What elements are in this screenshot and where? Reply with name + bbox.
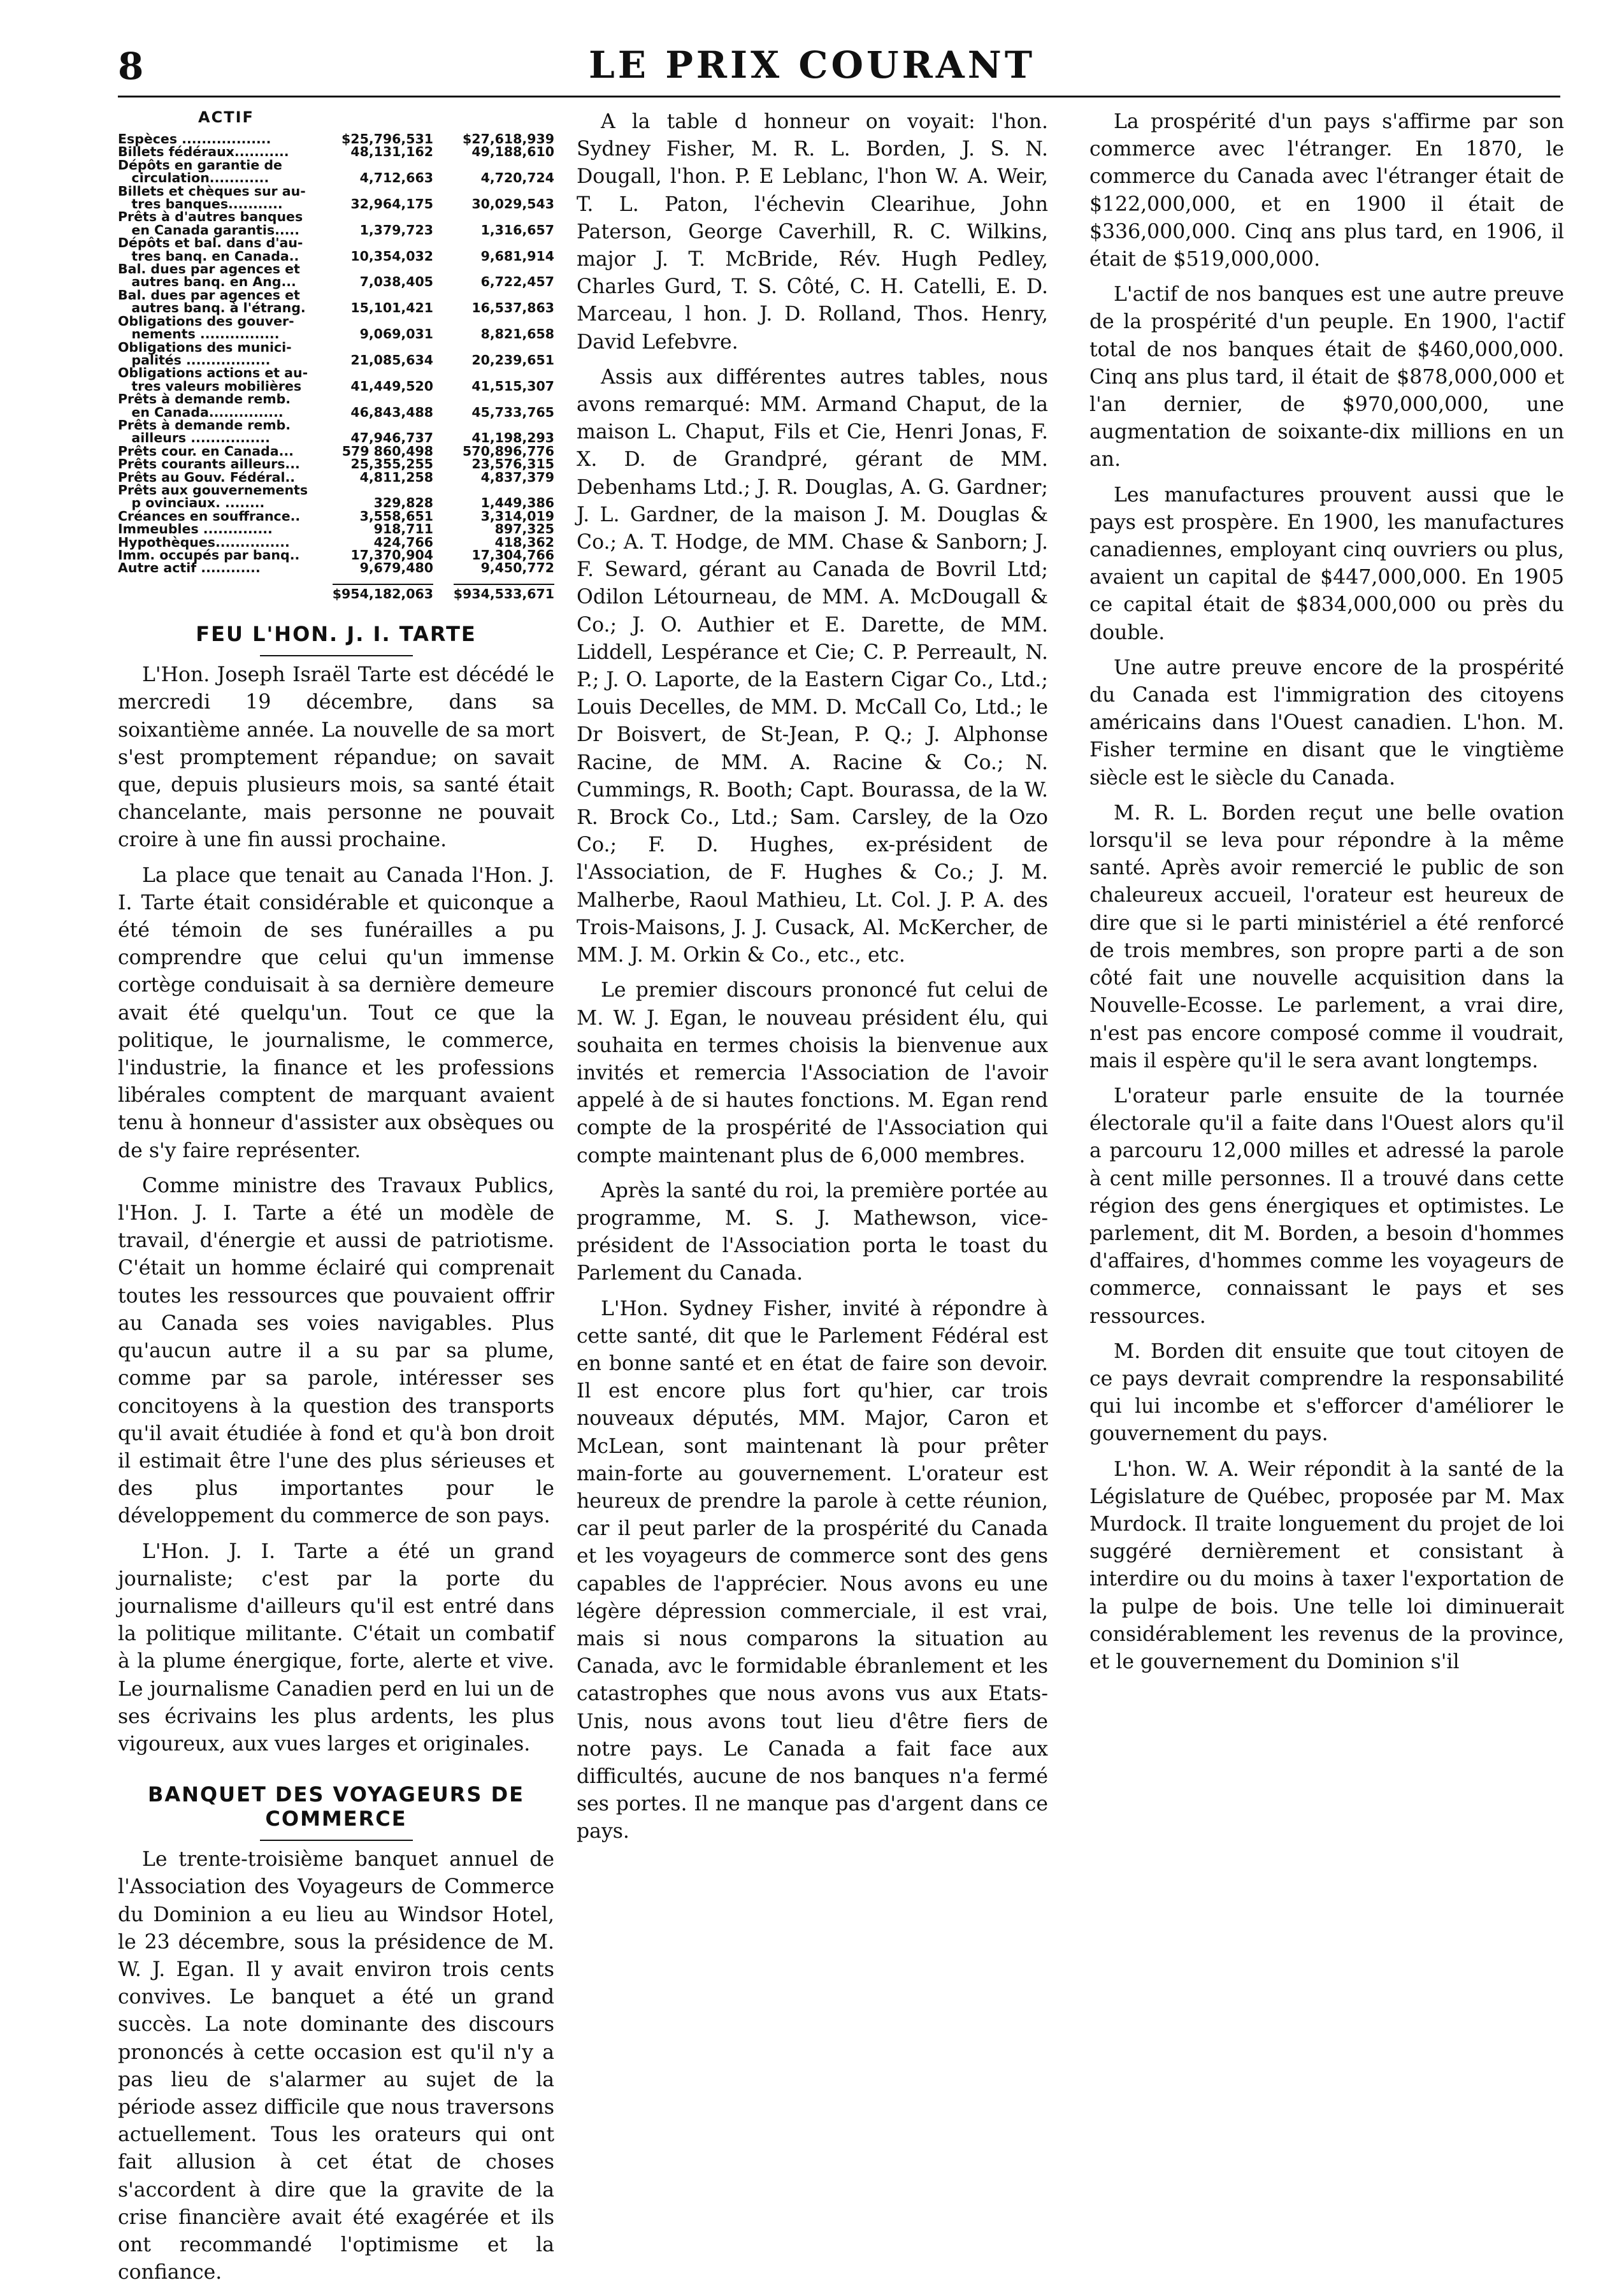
assets-row (118, 133, 554, 145)
banquet-section-title: BANQUET DES VOYAGEURS DE COMMERCE (147, 1782, 525, 1831)
section-rule (260, 655, 413, 656)
banquet-paragraph: M. R. L. Borden reçut une belle ovation lorsqu'il se leva pour répondre à la même santé. Après avoir remercié le public de son chaleureux accueil, l'orateur est heureux de dire que si le parti ministériel a été renforcé de trois membres, son propre parti a de son côté fait une nouvelle acquisition dans la Nouvelle-Ecosse. Le parlement, a vrai dire, n'est pas encore composé comme il voudrait, mais il espère qu'il le sera avant longtemps. (1089, 801, 1564, 1072)
page-header (0, 32, 1624, 89)
assets-total-cell-2 (433, 575, 554, 600)
assets-value-2: 20,239,651 (471, 352, 554, 368)
assets-value-1 (312, 236, 433, 249)
assets-value-2 (433, 341, 554, 354)
assets-row-label: autres banq. en Ang... (118, 274, 296, 290)
assets-row (118, 445, 554, 458)
banquet-paragraph: L'actif de nos banques est une autre preuve de la prospérité d'un peuple. En 1900, l'actif total de nos banques était de $460,000,000. Cinq ans plus tard, il était de $878,000,000 et l'an dernier, de $970,000,000, une augmentation de soixante-dix millions en un an. (1089, 283, 1564, 472)
assets-row (118, 366, 554, 379)
assets-row (118, 289, 554, 301)
banquet-paragraph: A la table d honneur on voyait: l'hon. Sydney Fisher, M. R. L. Borden, J. S. N. Dougall, l'hon. P. E Leblanc, l'hon W. A. Weir, T. L. Paton, l'échevin Clearihue, John Paterson, George Caverhill, R. C. Wilkins, major J. T. McBride, Rév. Hugh Pedley, Charles Gurd, T. S. Côté, C. H. Catelli, E. D. Marceau, l hon. J. D. Rolland, Thos. Henry, David Lefebvre. (577, 110, 1048, 354)
assets-row-label: Billets fédéraux........... (118, 144, 289, 160)
banquet-paragraph: Le premier discours prononcé fut celui de M. W. J. Egan, le nouveau président élu, qui souhaita en termes choisis la bienvenue aux invités et remercia l'Association de l'avoir appelé à de si hautes fonctions. M. Egan rend compte de la prospérité de l'Association qui compte maintenant plus de 6,000 membres. (577, 979, 1048, 1167)
assets-row (118, 263, 554, 275)
assets-value-1: 47,946,737 (350, 430, 433, 446)
assets-total-blank (118, 575, 312, 600)
assets-value-2: 570,896,776 (463, 443, 554, 459)
assets-value-1 (312, 263, 433, 275)
assets-value-1: 918,711 (373, 521, 433, 537)
assets-value-1: $25,796,531 (341, 131, 433, 147)
assets-row-label: Obligations des munici- (118, 339, 292, 355)
assets-row (118, 198, 554, 210)
assets-table (118, 133, 554, 600)
assets-row-label: Hypothèques............... (118, 534, 290, 550)
assets-row (118, 458, 554, 470)
assets-row (118, 536, 554, 549)
assets-row-label: Billets et chèques sur au- (118, 183, 306, 199)
assets-row (118, 185, 554, 198)
assets-row-label: tres valeurs mobilières (118, 378, 302, 394)
banquet-paragraph: L'hon. W. A. Weir répondit à la santé de la Législature de Québec, proposée par M. Max Murdock. Il traite longuement du projet de loi suggéré dernièrement et consistant à interdire ou du moins à taxer l'exportation de la pulpe de bois. Une telle loi diminuerait considérablement les revenus de la province, et le gouvernement du Dominion s'il (1089, 1457, 1564, 1673)
header-rule (118, 96, 1560, 97)
assets-row-label: en Canada garantis..... (118, 222, 300, 238)
assets-row-label: tres banques........... (118, 196, 283, 212)
assets-row (118, 496, 554, 509)
assets-value-1 (312, 315, 433, 328)
tarte-section-title: FEU L'HON. J. I. TARTE (196, 622, 477, 647)
assets-row (118, 210, 554, 223)
assets-row-label: Espèces .................. (118, 131, 271, 147)
tarte-paragraph: Comme ministre des Travaux Publics, l'Hon. J. I. Tarte a été un modèle de travail, d'énergie et aussi de patriotisme. C'était un homme éclairé qui comprenait toutes les ressources que pouvaient offrir au Canada ses voies navigables. Plus qu'aucun autre il a su par sa plume, comme par sa parole, intéresser ses concitoyens à la question des transports qu'il avait étudiée à fond et qu'à bon droit il estimait être l'une des plus sérieuses et des plus importantes pour le développement du commerce de son pays. (118, 1174, 554, 1528)
assets-value-1 (312, 419, 433, 431)
assets-row (118, 471, 554, 484)
assets-value-1: 3,558,651 (359, 508, 433, 524)
assets-value-1: 424,766 (373, 534, 433, 550)
assets-row-label: Prêts cour. en Canada... (118, 443, 294, 459)
assets-row-label: Bal. dues par agences et (118, 261, 300, 277)
assets-value-2: 3,314,019 (480, 508, 554, 524)
assets-value-1: 1,379,723 (359, 222, 433, 238)
assets-row-label: Imm. occupés par banq.. (118, 547, 300, 563)
tarte-paragraph: L'Hon. J. I. Tarte a été un grand journaliste; c'est par la porte du journalisme d'ailleurs qu'il est entré dans la politique militante. C'était un combatif à la plume énergique, forte, alerte et vive. Le journalisme Canadien perd en lui un de ses écrivains les plus ardents, les plus vigoureux, aux vues larges et originales. (118, 1540, 554, 1756)
assets-row-label: Prêts aux gouvernements (118, 482, 308, 498)
assets-row-label: Prêts à d'autres banques (118, 209, 303, 225)
assets-value-1 (312, 159, 433, 171)
assets-row (118, 236, 554, 249)
assets-value-2: 30,029,543 (471, 196, 554, 212)
assets-value-2: 41,515,307 (471, 378, 554, 394)
page-number: 8 (118, 45, 144, 88)
assets-value-1: 21,085,634 (350, 352, 433, 368)
assets-value-2: 4,720,724 (480, 170, 554, 186)
assets-value-2 (433, 289, 554, 301)
assets-row (118, 549, 554, 561)
assets-value-1: 48,131,162 (350, 144, 433, 160)
assets-row (118, 171, 554, 184)
assets-row (118, 354, 554, 366)
assets-value-2: $27,618,939 (463, 131, 554, 147)
assets-value-1 (312, 185, 433, 198)
assets-value-1: 15,101,421 (350, 300, 433, 316)
assets-total-1: $954,182,063 (333, 584, 433, 600)
assets-title: ACTIF (198, 108, 254, 126)
assets-value-2: 897,325 (494, 521, 554, 537)
assets-value-2: 9,681,914 (480, 248, 554, 264)
assets-value-1: 25,355,255 (350, 456, 433, 472)
banquet-paragraph: Assis aux différentes autres tables, nous avons remarqué: MM. Armand Chaput, de la maison L. Chaput, Fils et Cie, Henri Jonas, F. X. D. de Grandpré, gérant de MM. Debenhams Ltd.; J. R. Douglas, A. G. Gardner; J. L. Gardner, de la maison J. M. Douglas & Co.; A. T. Hodge, de MM. Chase & Sanborn; J. F. Seward, gérant au Canada de Bovril Ltd; Odilon Létourneau, de MM. A. McDougall & Co.; J. O. Authier et E. Darette, de MM. Liddell, Lespérance et Cie; C. P. Perreault, N. P.; J. O. Laporte, de la Eastern Cigar Co., Ltd.; Louis Decelles, de MM. D. McCall Co, Ltd.; le Dr Boisvert, de St-Jean, P. Q.; J. Alphonse Racine, de MM. A. Racine & Co.; N. Cummings, R. Booth; Capt. Bourassa, de la W. R. Brock Co., Ltd.; Sam. Carsley, de la Ozo Co.; F. D. Hughes, ex-président de l'Association, de F. Hughes & Co.; J. M. Malherbe, Raoul Mathieu, Lt. Col. J. P. A. des Trois-Maisons, J. J. Cusack, Al. McKercher, de MM. J. M. Orkin & Co., etc., etc. (577, 365, 1048, 967)
assets-row-label: circulation............ (118, 170, 269, 186)
assets-value-2: 6,722,457 (480, 274, 554, 290)
assets-total-cell-1 (312, 575, 433, 600)
assets-value-2 (433, 419, 554, 431)
banquet-paragraph: Une autre preuve encore de la prospérité du Canada est l'immigration des citoyens américains dans l'Ouest canadien. L'hon. M. Fisher termine en disant que le vingtième siècle est le siècle du Canada. (1089, 656, 1564, 790)
assets-value-1: 32,964,175 (350, 196, 433, 212)
assets-row (118, 431, 554, 444)
assets-value-1: 17,370,904 (350, 547, 433, 563)
tarte-paragraph: L'Hon. Joseph Israël Tarte est décédé le mercredi 19 décembre, dans sa soixantième année. La nouvelle de sa mort s'est promptement répandue; on savait que, depuis plusieurs mois, sa santé était chancelante, mais personne ne pouvait croire à une fin aussi prochaine. (118, 663, 554, 852)
assets-row-label: autres banq. à l'étrang. (118, 300, 306, 316)
assets-row-label: Prêts à demande remb. (118, 417, 291, 433)
assets-value-1: 41,449,520 (350, 378, 433, 394)
assets-row-label: Obligations des gouver- (118, 313, 294, 329)
banquet-paragraph: M. Borden dit ensuite que tout citoyen de ce pays devrait comprendre la responsabilité qui lui incombe et s'efforcer d'améliorer le gouvernement du pays. (1089, 1339, 1564, 1446)
assets-row (118, 419, 554, 431)
assets-row-label: Dépôts et bal. dans d'au- (118, 235, 303, 251)
assets-value-2 (433, 210, 554, 223)
assets-row (118, 275, 554, 288)
assets-row-label: Prêts courants ailleurs... (118, 456, 300, 472)
assets-row (118, 315, 554, 328)
assets-row-label: p ovinciaux. ........ (118, 495, 265, 511)
banquet-paragraph: Après la santé du roi, la première portée au programme, M. S. J. Mathewson, vice-président de l'Association porta le toast du Parlement du Canada. (577, 1179, 1048, 1285)
assets-value-1 (312, 393, 433, 405)
assets-value-2: 17,304,766 (471, 547, 554, 563)
assets-total-row (118, 575, 554, 600)
assets-value-2: 1,316,657 (480, 222, 554, 238)
banquet-paragraph: L'orateur parle ensuite de la tournée électorale qu'il a faite dans l'Ouest alors qu'il a parcouru 12,000 milles et adressé la parole à cent mille personnes. Il a trouvé dans cette région des gens énergiques et optimistes. Le parlement, dit M. Borden, a besoin d'hommes d'affaires, d'hommes comme les voyageurs de commerce, connaissant le pays et ses ressources. (1089, 1084, 1564, 1328)
assets-value-1: 46,843,488 (350, 404, 433, 420)
banquet-paragraph: L'Hon. Sydney Fisher, invité à répondre à cette santé, dit que le Parlement Fédéral est en bonne santé et en état de faire son devoir. Il est encore plus fort qu'hier, car trois nouveaux députés, MM. Major, Caron et McLean, sont maintenant là pour prêter main-forte au gouvernement. L'orateur est heureux de prendre la parole à cette réunion, car il peut parler de la prospérité du Canada et les voyageurs de commerce sont des gens capables de l'apprécier. Nous avons eu une légère dépression commerciale, il est vrai, mais si nous comparons la situation au Canada, avc le formidable ébranlement et les catastrophes que nous avons vus aux Etats-Unis, nous avons tout lieu d'être fiers de notre pays. Le Canada a fait face aux difficultés, aucune de nos banques n'a fermé ses portes. Il ne manque pas d'argent dans ce pays. (577, 1297, 1048, 1843)
assets-row-label: Dépôts en garantie de (118, 157, 282, 173)
assets-row (118, 145, 554, 158)
assets-value-2 (433, 185, 554, 198)
assets-row (118, 159, 554, 171)
assets-value-2 (433, 366, 554, 379)
assets-value-2: 23,576,315 (471, 456, 554, 472)
tarte-paragraph: La place que tenait au Canada l'Hon. J. I. Tarte était considérable et quiconque a été témoin de ses funérailles a pu comprendre que celui qu'un immense cortège conduisait à sa dernière demeure avait été quelqu'un. Tout ce que la politique, le journalisme, le commerce, l'industrie, la finance et les professions libérales comptent de marquant avaient tenu à honneur d'assister aux obsèques ou de s'y faire représenter. (118, 863, 554, 1162)
assets-row-label: tres banq. en Canada.. (118, 248, 299, 264)
banquet-paragraph: Le trente-troisième banquet annuel de l'Association des Voyageurs de Commerce du Dominion a eu lieu au Windsor Hotel, le 23 décembre, sous la présidence de M. W. J. Egan. Il y avait environ trois cents convives. Le banquet a été un grand succès. La note dominante des discours prononcés à cette occasion est qu'il n'y a pas lieu de s'alarmer au sujet de la période assez difficile que nous traversons actuellement. Tous les orateurs qui ont fait allusion à cet état de choses s'accordent à dire que la gravite de la crise financière avait été exagérée et ils ont recommandé l'optimisme et la confiance. (118, 1848, 554, 2284)
assets-value-2: 4,837,379 (480, 469, 554, 485)
assets-row-label: palités ................. (118, 352, 271, 368)
assets-row (118, 341, 554, 354)
assets-row-label: nements ................ (118, 326, 280, 342)
column-1 (118, 108, 554, 2294)
assets-row-label: Créances en souffrance.. (118, 508, 301, 524)
assets-row (118, 380, 554, 393)
journal-title: LE PRIX COURANT (589, 43, 1035, 87)
assets-table-body (118, 133, 554, 600)
assets-row-label: Immeubles .............. (118, 521, 273, 537)
assets-row-label: ailleurs ................ (118, 430, 270, 446)
column-2 (577, 108, 1048, 1854)
assets-value-1 (312, 210, 433, 223)
column-3 (1089, 108, 1564, 1684)
assets-value-2 (433, 393, 554, 405)
assets-row-label: Prêts à demande remb. (118, 391, 291, 407)
assets-row (118, 393, 554, 405)
assets-value-2: 49,188,610 (471, 144, 554, 160)
assets-value-2: 41,198,293 (471, 430, 554, 446)
assets-value-1 (312, 289, 433, 301)
assets-value-2 (433, 159, 554, 171)
assets-row (118, 510, 554, 523)
banquet-paragraph: Les manufactures prouvent aussi que le pays est prospère. En 1900, les manufactures canadiennes, employant cinq ouvriers ou plus, avaient un capital de $447,000,000. En 1905 ce capital était de $834,000,000 ou près du double. (1089, 483, 1564, 644)
assets-value-1: 9,679,480 (359, 560, 433, 576)
assets-row (118, 250, 554, 263)
assets-row (118, 328, 554, 340)
assets-value-1 (312, 366, 433, 379)
assets-row (118, 523, 554, 535)
assets-value-2 (433, 236, 554, 249)
assets-value-1 (312, 484, 433, 496)
assets-row-label: Bal. dues par agences et (118, 287, 300, 303)
assets-row (118, 561, 554, 574)
assets-value-2: 8,821,658 (480, 326, 554, 342)
assets-value-2: 16,537,863 (471, 300, 554, 316)
assets-value-1: 329,828 (373, 495, 433, 511)
assets-row (118, 301, 554, 314)
assets-row (118, 484, 554, 496)
assets-value-1: 4,712,663 (359, 170, 433, 186)
assets-value-2 (433, 484, 554, 496)
assets-row-label: Obligations actions et au- (118, 365, 308, 381)
assets-value-1: 10,354,032 (350, 248, 433, 264)
assets-row-label: Autre actif ............ (118, 560, 261, 576)
assets-value-1: 579 860,498 (341, 443, 433, 459)
assets-value-1: 7,038,405 (359, 274, 433, 290)
assets-row (118, 406, 554, 419)
assets-value-2: 1,449,386 (480, 495, 554, 511)
assets-value-2: 418,362 (494, 534, 554, 550)
banquet-paragraph: La prospérité d'un pays s'affirme par son commerce avec l'étranger. En 1870, le commerce du Canada avec l'étranger était de $122,000,000, et en 1900 il était de $336,000,000. Cinq ans plus tard, en 1906, il était de $519,000,000. (1089, 110, 1564, 271)
assets-value-1: 9,069,031 (359, 326, 433, 342)
assets-total-2: $934,533,671 (454, 584, 554, 600)
assets-value-2 (433, 315, 554, 328)
assets-row-label: Prêts au Gouv. Fédéral.. (118, 469, 296, 485)
assets-value-2: 9,450,772 (480, 560, 554, 576)
assets-value-2 (433, 263, 554, 275)
assets-value-2: 45,733,765 (471, 404, 554, 420)
assets-value-1: 4,811,258 (359, 469, 433, 485)
assets-row (118, 224, 554, 236)
section-rule (260, 1840, 413, 1841)
assets-row-label: en Canada............... (118, 404, 284, 420)
assets-value-1 (312, 341, 433, 354)
